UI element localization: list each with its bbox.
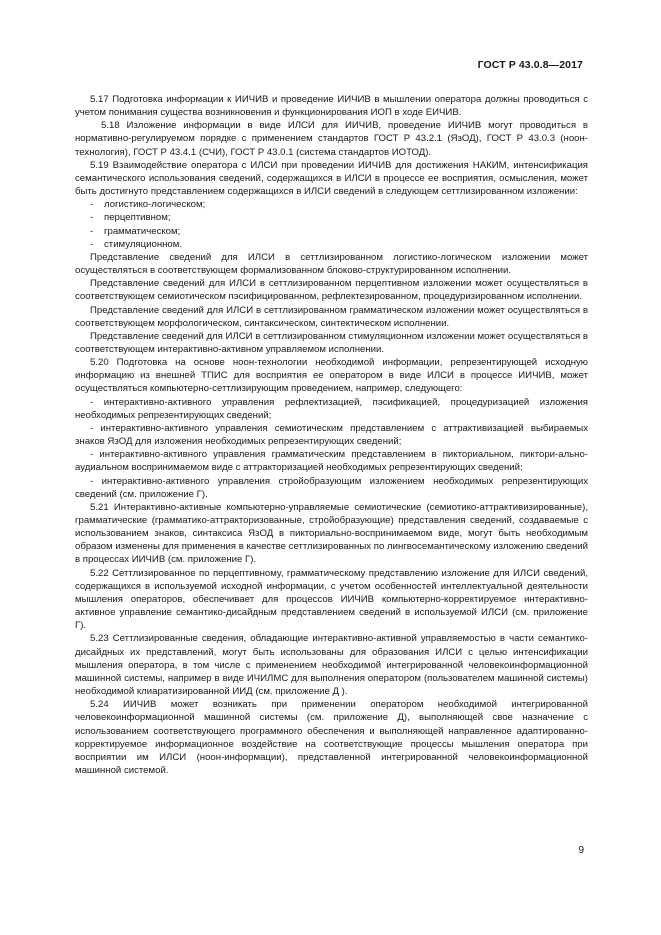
list-item-text: перцептивном; [104, 212, 171, 224]
list-dash: - [90, 422, 94, 434]
list-item-text: интерактивно-активного управления грамматическим представлением в пикториальном, пиктори-ально-аудиальном воспринимаемом виде с аттракторизацией необходимых репрезентирующих сведений; [75, 449, 588, 474]
list-dash: - [90, 475, 94, 487]
list-dash: - [90, 212, 94, 224]
list-item-text: интерактивно-активного управления семиотическим представлением с аттрактивизацией выбираемых знаков ЯзОД для изложения необходимых репрезентирующих сведений; [75, 422, 588, 448]
list-item [75, 396, 588, 422]
list-item [75, 448, 588, 474]
list-item-text: интерактивно-активного управления рефлектизацией, пэсификацией, процедуризацией изложения необходимых репрезентирующих сведений; [75, 396, 589, 421]
list-dash: - [90, 396, 94, 408]
list-item [75, 211, 588, 224]
list-item [75, 475, 588, 501]
paragraph-grammatical: Представление сведений для ИЛСИ в сеттлизированном грамматическом изложении может осуществляться в соответствующем морфологическом, синтаксическом, синтектическом исполнении. [75, 304, 588, 329]
paragraph-5-21: 5.21 Интерактивно-активные компьютерно-управляемые семиотические (семиотико-аттрактивизированные), грамматические (грамматико-аттракторизованные, стройобразующие) представления сведений, создаваемые с использованием знаков, синтаксиса ЯзОД в пикториально-воспринимаемом виде, могут быть необходимым образом изменены для применения в качестве сеттлизированных по лингвосемантическому изложению сведений в процессах ИИЧИВ (см. приложение Г). [75, 501, 588, 566]
list-item [75, 422, 588, 448]
list-item [75, 238, 588, 251]
list-item-text: стимуляционном. [104, 238, 183, 250]
paragraph-5-23: 5.23 Сеттлизированные сведения, обладающие интерактивно-активной управляемостью в части семантико-дисайдных их представлений, могут быть использованы для образования ИЛСИ с целью интенсификации мышления оператора, в том числе с применением необходимой интегрированной человекоинформационной машинной системы, например в виде ИЧИЛМС для выполнения оператором (пользователем машинной системы) необходимой клиаратизированной ИИД (см. приложение Д ). [75, 633, 588, 698]
document-body [75, 93, 588, 777]
paragraph-perceptive: Представление сведений для ИЛСИ в сеттлизированном перцептивном изложении может осуществляться в соответствующем семиотическом пэсифицированном, рефлектезированном, процедуризированном исполнении. [75, 278, 588, 303]
paragraph-5-24: 5.24 ИИЧИВ может возникать при применении оператором необходимой интегрированной человекоинформационной машинной системы (см. приложение Д), выполняющей свое назначение с использованием соответствующего программного обеспечения и выполняющей направленное адаптированно-корректируемое информационное воздействие на соответствующие процессы мышления оператора при восприятии им ИЛСИ (ноон-информации), представленной интегрированной человекоинформационной машинной системой. [75, 699, 588, 776]
page-number: 9 [578, 845, 584, 856]
paragraph-5-17: 5.17 Подготовка информации к ИИЧИВ и проведение ИИЧИВ в мышлении оператора должны проводиться с учетом понимания существа возникновения и функционирования ИОП в ходе ЕИЧИВ. [75, 94, 588, 119]
list-item-text: логистико-логическом; [104, 199, 206, 211]
paragraph-5-22: 5.22 Сеттлизированное по перцептивному, грамматическому представлению изложение для ИЛСИ сведений, содержащихся в используемой исходной информации, с учетом особенностей интеллектуальной деятельности мышления операторов, обеспечивает для процессов ИИЧИВ компьютерно-корректируемое интерактивно-активное управление семантико-дисайдным представлением сведений в используемой ИЛСИ (см. приложение Г). [75, 567, 588, 632]
list-dash: - [90, 449, 94, 461]
paragraph-stimulation: Представление сведений для ИЛСИ в сеттлизированном стимуляционном изложении может осуществляться в соответствующем интерактивно-активном управляемом исполнении. [75, 330, 588, 355]
paragraph-logistic: Представление сведений для ИЛСИ в сеттлизированном логистико-логическом изложении может осуществляться в соответствующем формализованном блоково-структурированном исполнении. [75, 251, 588, 277]
list-item-text: грамматическом; [104, 225, 181, 237]
list-item [75, 225, 588, 238]
paragraph-5-20: 5.20 Подготовка на основе ноон-технологии необходимой информации, репрезентирующей исходную информацию из внешней ТПИС для восприятия ее оператором в виде ИЛСИ в процессе ИИЧИВ, может осуществляться компьютерно-сеттлизирующим проведением, например, следующего: [75, 357, 588, 395]
list-item [75, 198, 588, 211]
list-dash: - [90, 238, 94, 250]
standard-designation: ГОСТ Р 43.0.8—2017 [477, 59, 583, 71]
list-dash: - [90, 199, 94, 211]
paragraph-5-19: 5.19 Взаимодействие оператора с ИЛСИ при проведении ИИЧИВ для достижения НАКИМ, интенсификация семантического использования сведений, содержащихся в ИЛСИ в процессе ее восприятия, осмысления, может быть достигнуто представлением содержащихся в ИЛСИ сведений в следующем сеттлизированном изложении: [75, 159, 588, 198]
list-dash: - [90, 225, 94, 237]
list-item-text: интерактивно-активного управления стройобразующим изложением необходимых репрезентирующих сведений (см. приложение Г). [75, 475, 589, 500]
paragraph-5-18: 5.18 Изложение информации в виде ИЛСИ для ИИЧИВ, проведение ИИЧИВ могут проводиться в нормативно-регулируемом порядке с применением стандартов ГОСТ Р 43.2.1 (ЯзОД), ГОСТ Р 43.0.3 (ноон-технология), ГОСТ Р 43.4.1 (СЧИ), ГОСТ Р 43.0.1 (система стандартов ИОТОД). [75, 120, 588, 158]
